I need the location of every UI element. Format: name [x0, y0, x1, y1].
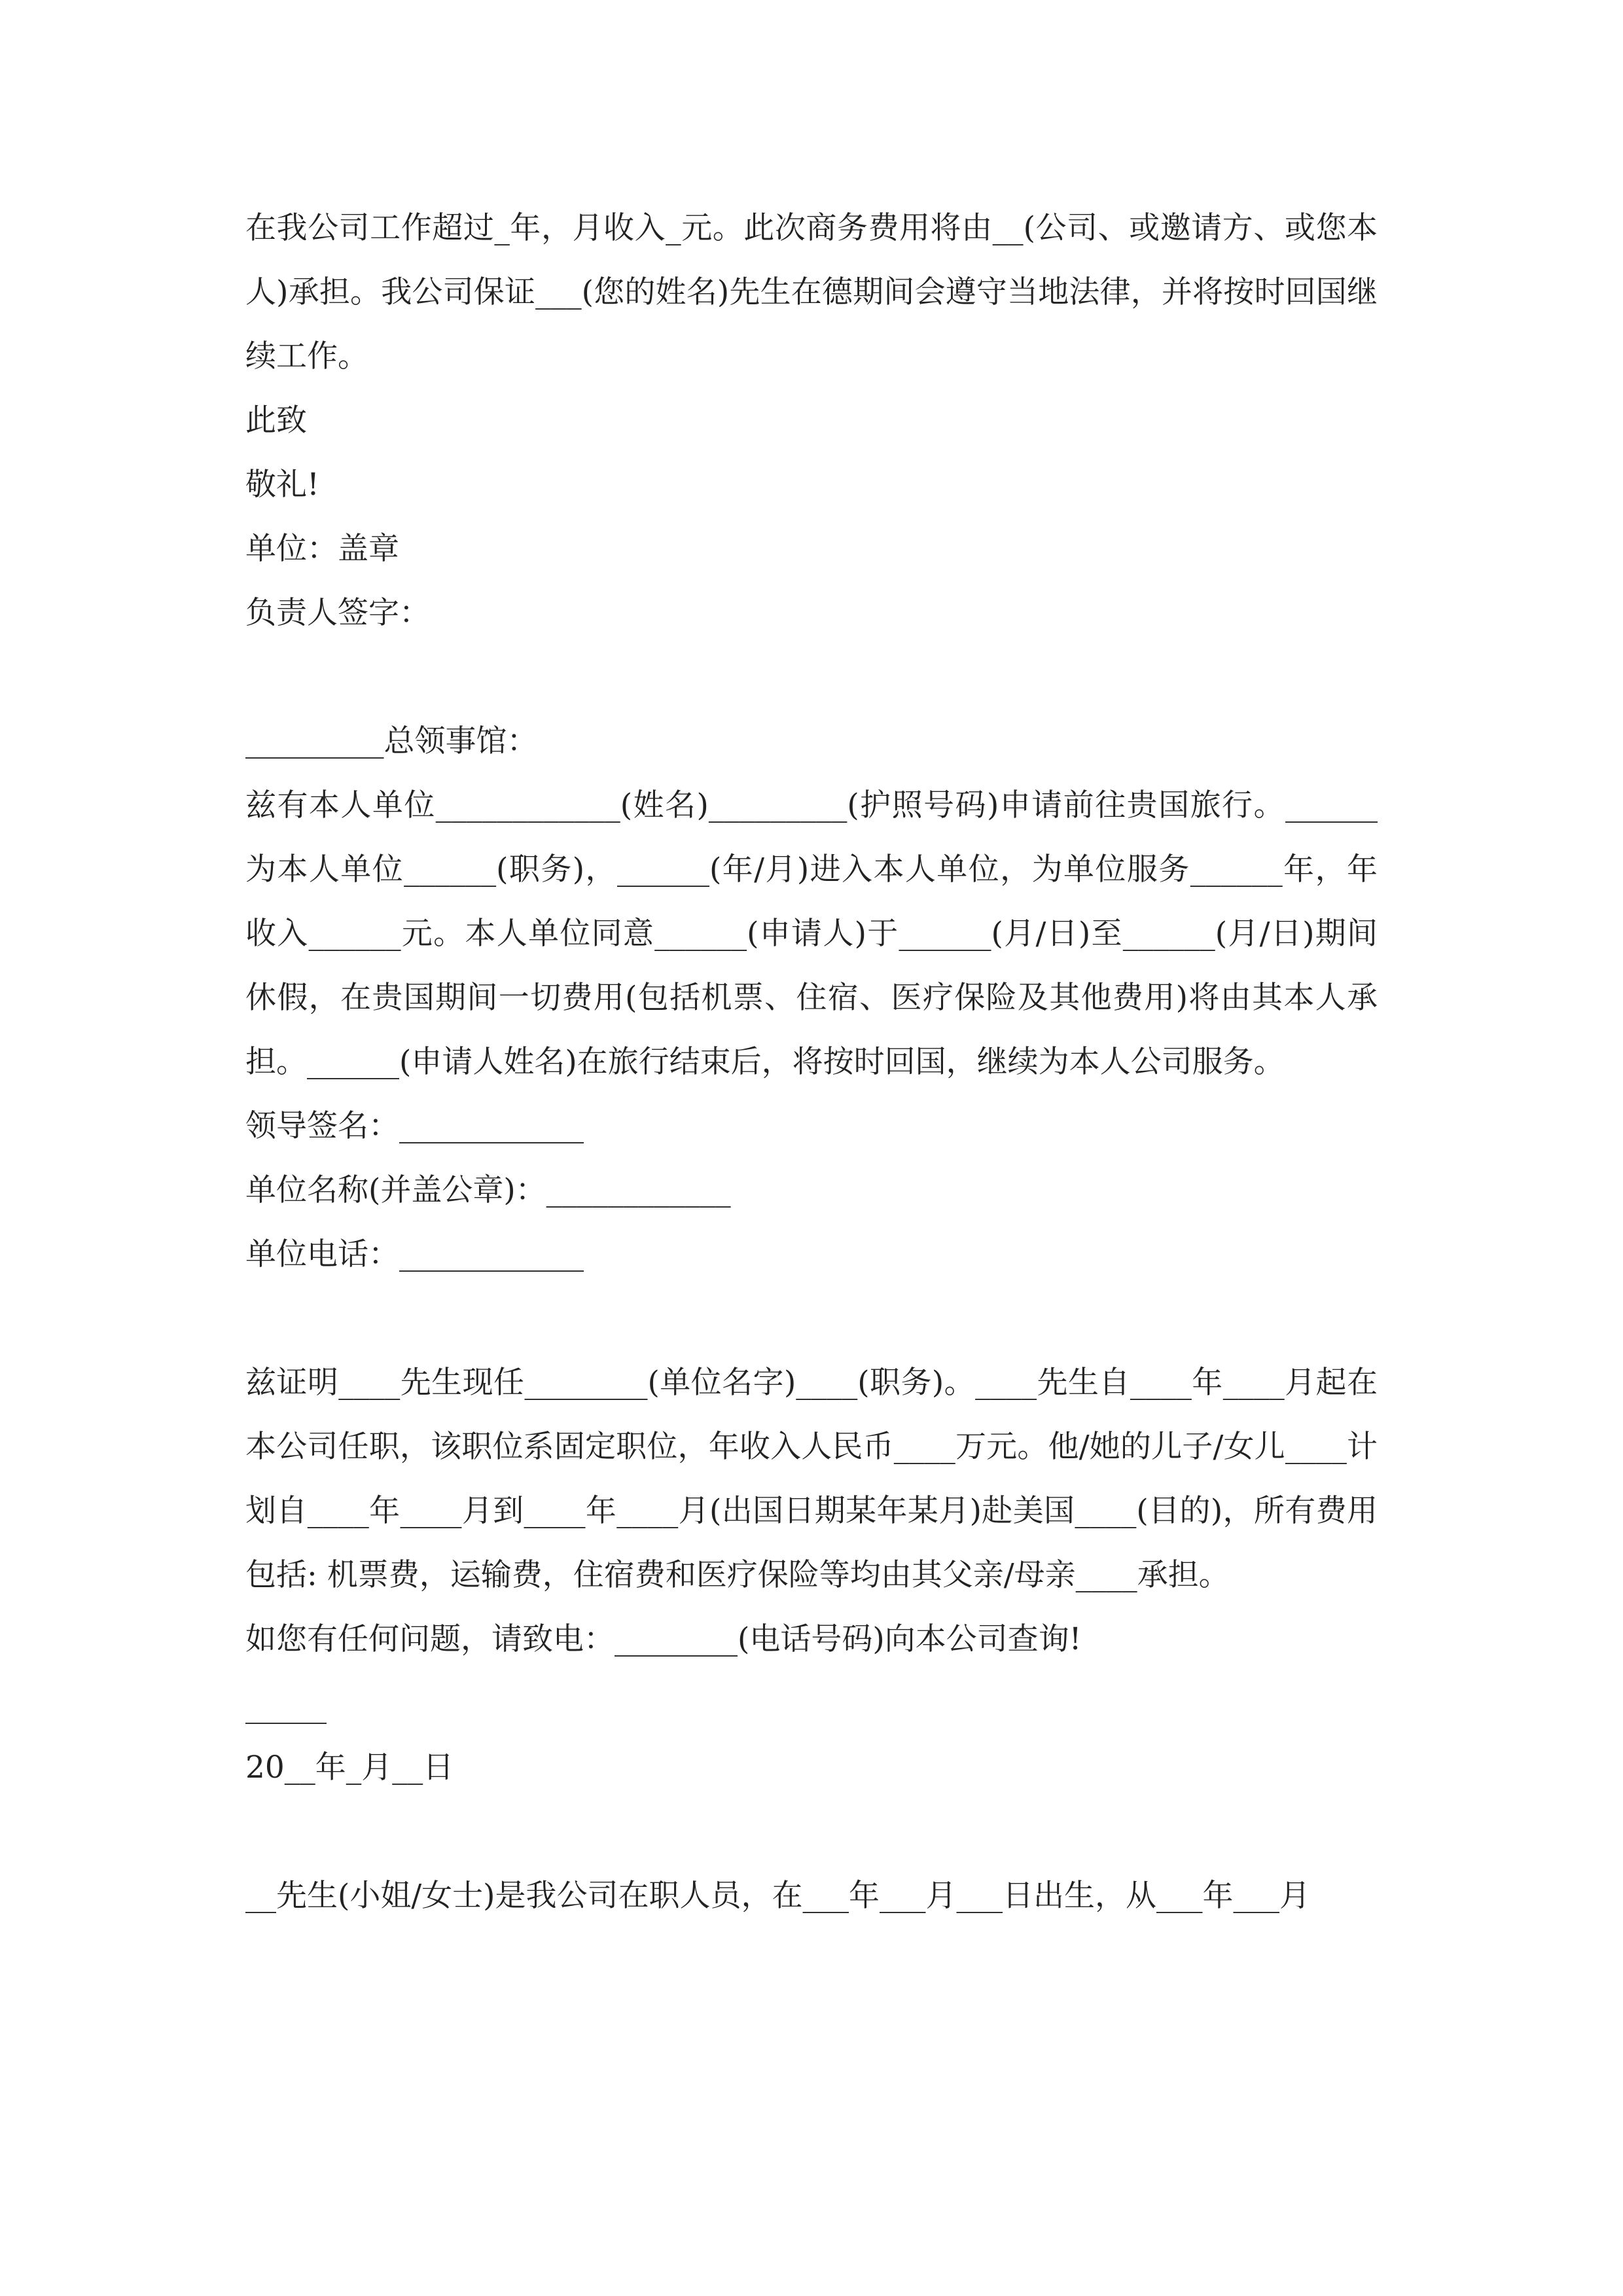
regards-text: 敬礼!: [245, 467, 319, 503]
closing-text: 此致: [245, 403, 307, 439]
unit-name-line: 单位名称(并盖公章)：____________: [245, 1172, 731, 1208]
section2-body: 兹有本人单位____________(姓名)_________(护照号码)申请前往贵国旅行。______为本人单位______(职务)，______(年/月)进入本人单位，为单位服务______年，年收入______元。本人单位同意______(申请人)于______(月/日)至______(月/日)期间休假，在贵国期间一切费用(包括机票、住宿、医疗保险及其他费用)将由其本人承担。______(申请人姓名)在旅行结束后，将按时回国，继续为本人公司服务。: [245, 787, 1378, 1080]
leader-signature-line: 领导签名：____________: [245, 1108, 584, 1144]
date-line: 20__年_月__日: [245, 1749, 454, 1785]
unit-seal-text: 单位：盖章: [245, 531, 399, 567]
section-divider: [245, 645, 1378, 709]
signer-text: 负责人签字：: [245, 595, 430, 631]
section1-body: 在我公司工作超过_年，月收入_元。此次商务费用将由__(公司、或邀请方、或您本人)承担。我公司保证___(您的姓名)先生在德期间会遵守当地法律，并将按时回国继续工作。: [245, 210, 1378, 374]
section4-body: __先生(小姐/女士)是我公司在职人员，在___年___月___日出生，从___年___月: [245, 1878, 1311, 1914]
consulate-salutation: _________总领事馆：: [245, 723, 538, 759]
inquiry-text: 如您有任何问题，请致电：________(电话号码)向本公司查询!: [245, 1621, 1082, 1657]
section-divider: [245, 1800, 1378, 1864]
section-divider: [245, 1287, 1378, 1351]
unit-phone-line: 单位电话：____________: [245, 1236, 584, 1272]
document-page: [245, 196, 1378, 1928]
signature-rule: [245, 1672, 327, 1736]
section3-body: 兹证明____先生现任________(单位名字)____(职务)。____先生自____年____月起在本公司任职，该职位系固定职位，年收入人民币____万元。他/她的儿子/女儿____计划自____年____月到____年____月(出国日期某年某月)赴美国____(目的)，所有费用包括: 机票费，运输费，住宿费和医疗保险等均由其父亲/母亲____承担。: [245, 1365, 1378, 1593]
